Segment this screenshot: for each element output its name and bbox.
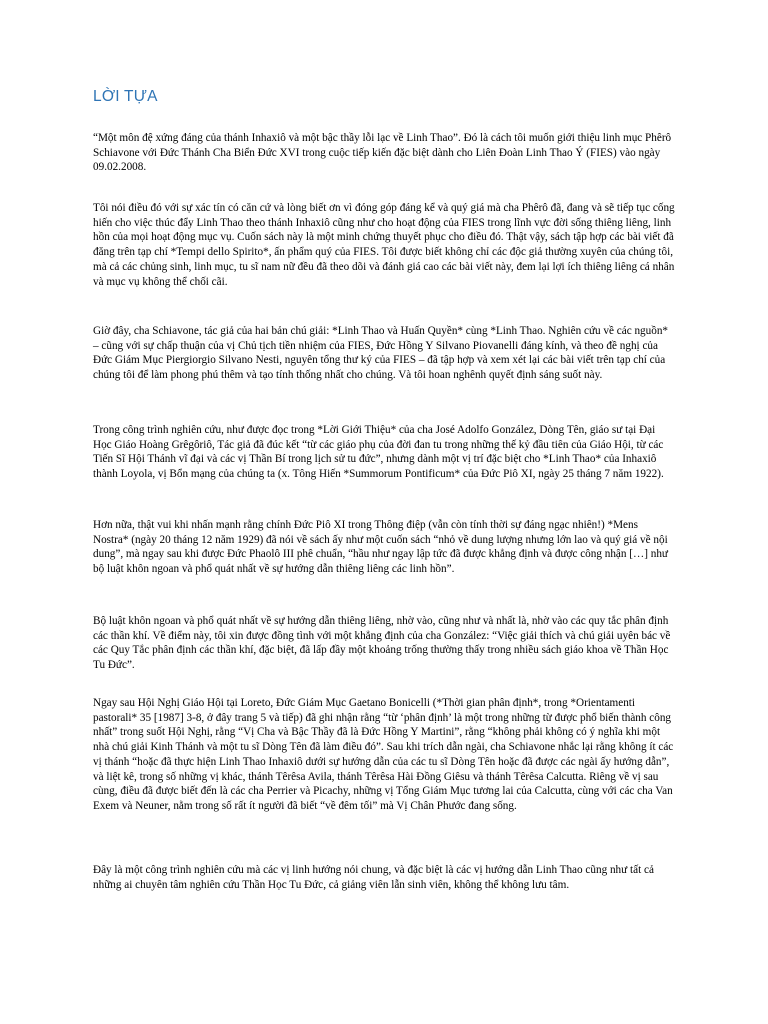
paragraph-2: Tôi nói điều đó với sự xác tín có căn cứ và lòng biết ơn vì đóng góp đáng kể và quý giá mà cha Phêrô đã, đang và sẽ tiếp tục cống hiến cho việc thúc đẩy Linh Thao theo thánh Inhaxiô cũng như cho hoạt động của FIES trong lĩnh vực đời sống thiêng liêng, linh hồn của mọi hoạt động mục vụ. Cuốn sách này là một minh chứng thuyết phục cho điều đó. Thật vậy, sách tập hợp các bài viết đã đăng trên tạp chí *Tempi dello Spirito*, ấn phẩm quý của FIES. Tôi được biết không chỉ các độc giả thường xuyên của chúng tôi, mà cả các chủng sinh, linh mục, tu sĩ nam nữ đều đã theo dõi và đánh giá cao các bài viết này, đem lại lợi ích thiêng liêng cá nhân và mục vụ không thể chối cãi. <box>93 202 675 288</box>
document-title: LỜI TỰA <box>93 88 158 105</box>
paragraph-5: Hơn nữa, thật vui khi nhấn mạnh rằng chính Đức Piô XI trong Thông điệp (vẫn còn tính thời sự đáng ngạc nhiên!) *Mens Nostra* (ngày 20 tháng 12 năm 1929) đã nói về sách ấy như một cuốn sách “nhỏ về dung lượng nhưng lớn lao và quý giá về nội dung”, mà ngay sau khi được Đức Phaolô III phê chuẩn, “hầu như ngay lập tức đã được khẳng định và được công nhận […] như bộ luật khôn ngoan và phổ quát nhất về sự hướng dẫn thiêng liêng các linh hồn”. <box>93 519 668 576</box>
paragraph-1: “Một môn đệ xứng đáng của thánh Inhaxiô và một bậc thầy lỗi lạc về Linh Thao”. Đó là cách tôi muốn giới thiệu linh mục Phêrô Schiavone với Đức Thánh Cha Biển Đức XVI trong cuộc tiếp kiến đặc biệt dành cho Liên Đoàn Linh Thao Ý (FIES) vào ngày 09.02.2008. <box>93 132 672 174</box>
paragraph-6: Bộ luật khôn ngoan và phổ quát nhất về sự hướng dẫn thiêng liêng, nhờ vào, cũng như và nhất là, nhờ vào các quy tắc phân định các thần khí. Về điểm này, tôi xin được đồng tình với một khẳng định của cha González: “Việc giải thích và chú giải uyên bác về các Quy Tắc phân định các thần khí, đặc biệt, đã lấp đầy một khoảng trống thường thấy trong nhiều sách giáo khoa về Thần Học Tu Đức”. <box>93 615 671 672</box>
paragraph-3: Giờ đây, cha Schiavone, tác giả của hai bản chú giải: *Linh Thao và Huấn Quyền* cùng *Linh Thao. Nghiên cứu về các nguồn* – cũng với sự chấp thuận của vị Chủ tịch tiền nhiệm của FIES, Đức Hồng Y Silvano Piovanelli đáng kính, và theo đề nghị của Đức Giám Mục Piergiorgio Silvano Nesti, nguyên tổng thư ký của FIES – đã tập hợp và xem xét lại các bài viết trên tạp chí của chúng tôi để làm phong phú thêm và tạo tính thống nhất cho chúng. Và tôi hoan nghênh quyết định sáng suốt này. <box>93 325 669 382</box>
paragraph-7: Ngay sau Hội Nghị Giáo Hội tại Loreto, Đức Giám Mục Gaetano Bonicelli (*Thời gian phân định*, trong *Orientamenti pastorali* 35 [1987] 3-8, ở đây trang 5 và tiếp) đã ghi nhận rằng “từ ‘phân định’ là một trong những từ được phổ biến thành công nhất” trong suốt Hội Nghị, rằng “Vị Cha và Bậc Thầy đã là Đức Hồng Y Martini”, rằng “không phải không có ý nghĩa khi một nhà chú giải Kinh Thánh và một tu sĩ Dòng Tên đã làm điều đó”. Sau khi trích dẫn ngài, cha Schiavone nhắc lại rằng không ít các vị thánh “hoặc đã thực hiện Linh Thao Inhaxiô dưới sự hướng dẫn của các tu sĩ Dòng Tên hoặc đã được các ngài ấy hướng dẫn”, và liệt kê, trong số những vị khác, thánh Têrêsa Avila, thánh Têrêsa Hài Đồng Giêsu và thánh Têrêsa Calcutta. Riêng về vị sau cùng, điều đã được biết đến là các cha Perrier và Picachy, những vị Tổng Giám Mục tương lai của Calcutta, cùng với các cha Van Exem và Neuner, nằm trong số rất ít người đã biết “về đêm tối” mà Vị Chân Phước đang sống. <box>93 697 674 812</box>
paragraph-4: Trong công trình nghiên cứu, như được đọc trong *Lời Giới Thiệu* của cha José Adolfo González, Dòng Tên, giáo sư tại Đại Học Giáo Hoàng Grêgôriô, Tác giả đã đúc kết “từ các giáo phụ của đời đan tu trong những thế kỷ đầu tiên của Giáo Hội, từ các Tiến Sĩ Hội Thánh vĩ đại và các vị Thần Bí trong lịch sử tu đức”, nhưng dành một vị trí đặc biệt cho *Linh Thao* của Inhaxiô thành Loyola, vị Bổn mạng của chúng ta (x. Tông Hiến *Summorum Pontificum* của Đức Piô XI, ngày 25 tháng 7 năm 1922). <box>93 424 664 481</box>
paragraph-8: Đây là một công trình nghiên cứu mà các vị linh hướng nói chung, và đặc biệt là các vị hướng dẫn Linh Thao cũng như tất cả những ai chuyên tâm nghiên cứu Thần Học Tu Đức, cả giảng viên lẫn sinh viên, không thể không lưu tâm. <box>93 864 654 891</box>
